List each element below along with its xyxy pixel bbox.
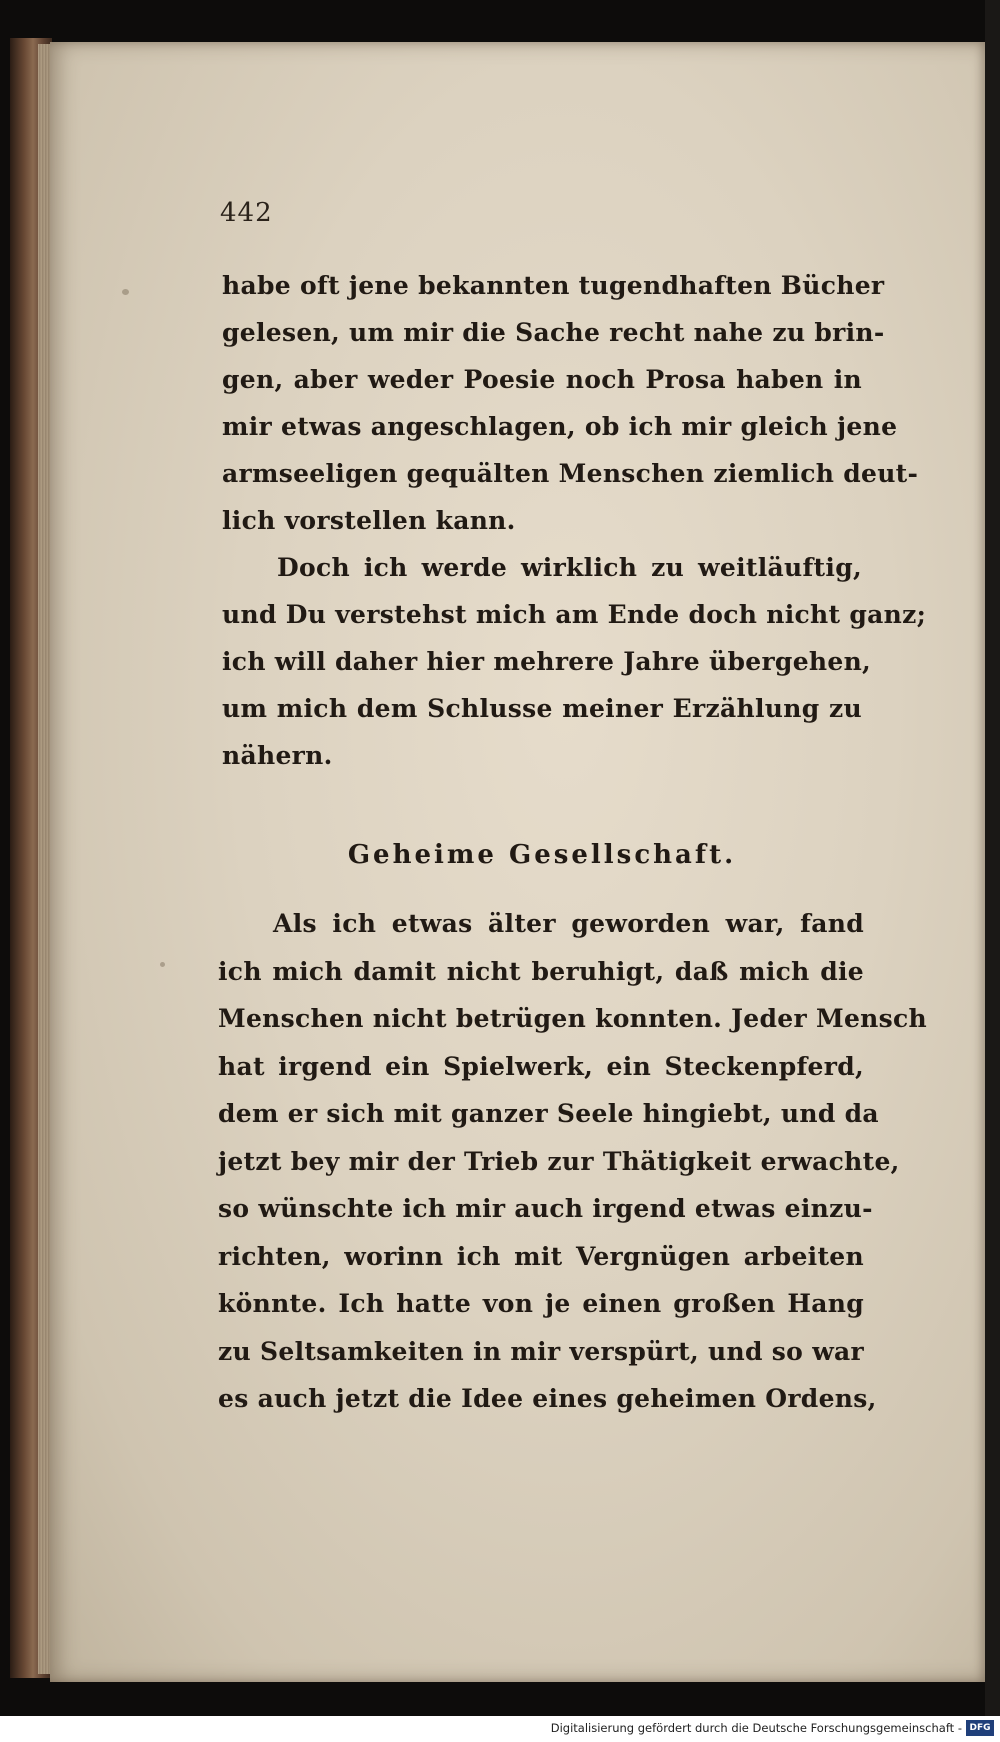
text-line: ich will daher hier mehrere Jahre übergehen,: [222, 647, 872, 676]
ink-speck: [122, 289, 129, 295]
text-line: gelesen, um mir die Sache recht nahe zu brin-: [222, 318, 885, 347]
scan-right-edge: [985, 0, 1000, 1742]
paragraph-2: [222, 544, 927, 779]
text-line: mir etwas angeschlagen, ob ich mir gleich jene: [222, 412, 898, 441]
text-line: habe oft jene bekannten tugendhaften Bücher: [222, 271, 885, 300]
text-line: zu Seltsamkeiten in mir verspürt, und so war: [218, 1336, 864, 1366]
text-line: Menschen nicht betrügen konnten. Jeder Mensch: [218, 1004, 927, 1033]
text-line: jetzt bey mir der Trieb zur Thätigkeit erwachte,: [218, 1146, 900, 1176]
text-line: nähern.: [222, 741, 333, 770]
text-line: dem er sich mit ganzer Seele hingiebt, und da: [218, 1099, 879, 1128]
page-stack-edge: [38, 44, 50, 1674]
paragraph-1: [222, 262, 919, 544]
funding-credit: Digitalisierung gefördert durch die Deutsche Forschungsgemeinschaft -: [550, 1721, 962, 1735]
paragraph-3: [218, 900, 927, 1423]
text-line: es auch jetzt die Idee eines geheimen Ordens,: [218, 1384, 877, 1413]
text-line: und Du verstehst mich am Ende doch nicht ganz;: [222, 600, 927, 629]
section-heading: Geheime Gesellschaft.: [347, 840, 737, 870]
text-line: richten, worinn ich mit Vergnügen arbeiten: [218, 1241, 864, 1271]
text-line: gen, aber weder Poesie noch Prosa haben in: [222, 365, 862, 394]
text-line: Doch ich werde wirklich zu weitläuftig,: [277, 553, 862, 582]
dfg-logo: DFG: [966, 1720, 994, 1736]
text-line: so wünschte ich mir auch irgend etwas einzu-: [218, 1194, 873, 1223]
text-line: hat irgend ein Spielwerk, ein Steckenpferd,: [218, 1051, 864, 1081]
text-line: ich mich damit nicht beruhigt, daß mich die: [218, 956, 864, 986]
footer-bar: [0, 1716, 1000, 1742]
text-line: könnte. Ich hatte von je einen großen Hang: [218, 1289, 864, 1318]
paragraph-1-and-2: [222, 262, 927, 779]
text-line: lich vorstellen kann.: [222, 506, 516, 535]
text-line: Als ich etwas älter geworden war, fand: [273, 909, 864, 938]
text-line: um mich dem Schlusse meiner Erzählung zu: [222, 694, 862, 723]
page-number: 442: [220, 198, 273, 228]
ink-speck: [160, 962, 165, 967]
text-line: armseeligen gequälten Menschen ziemlich deut-: [222, 459, 919, 488]
